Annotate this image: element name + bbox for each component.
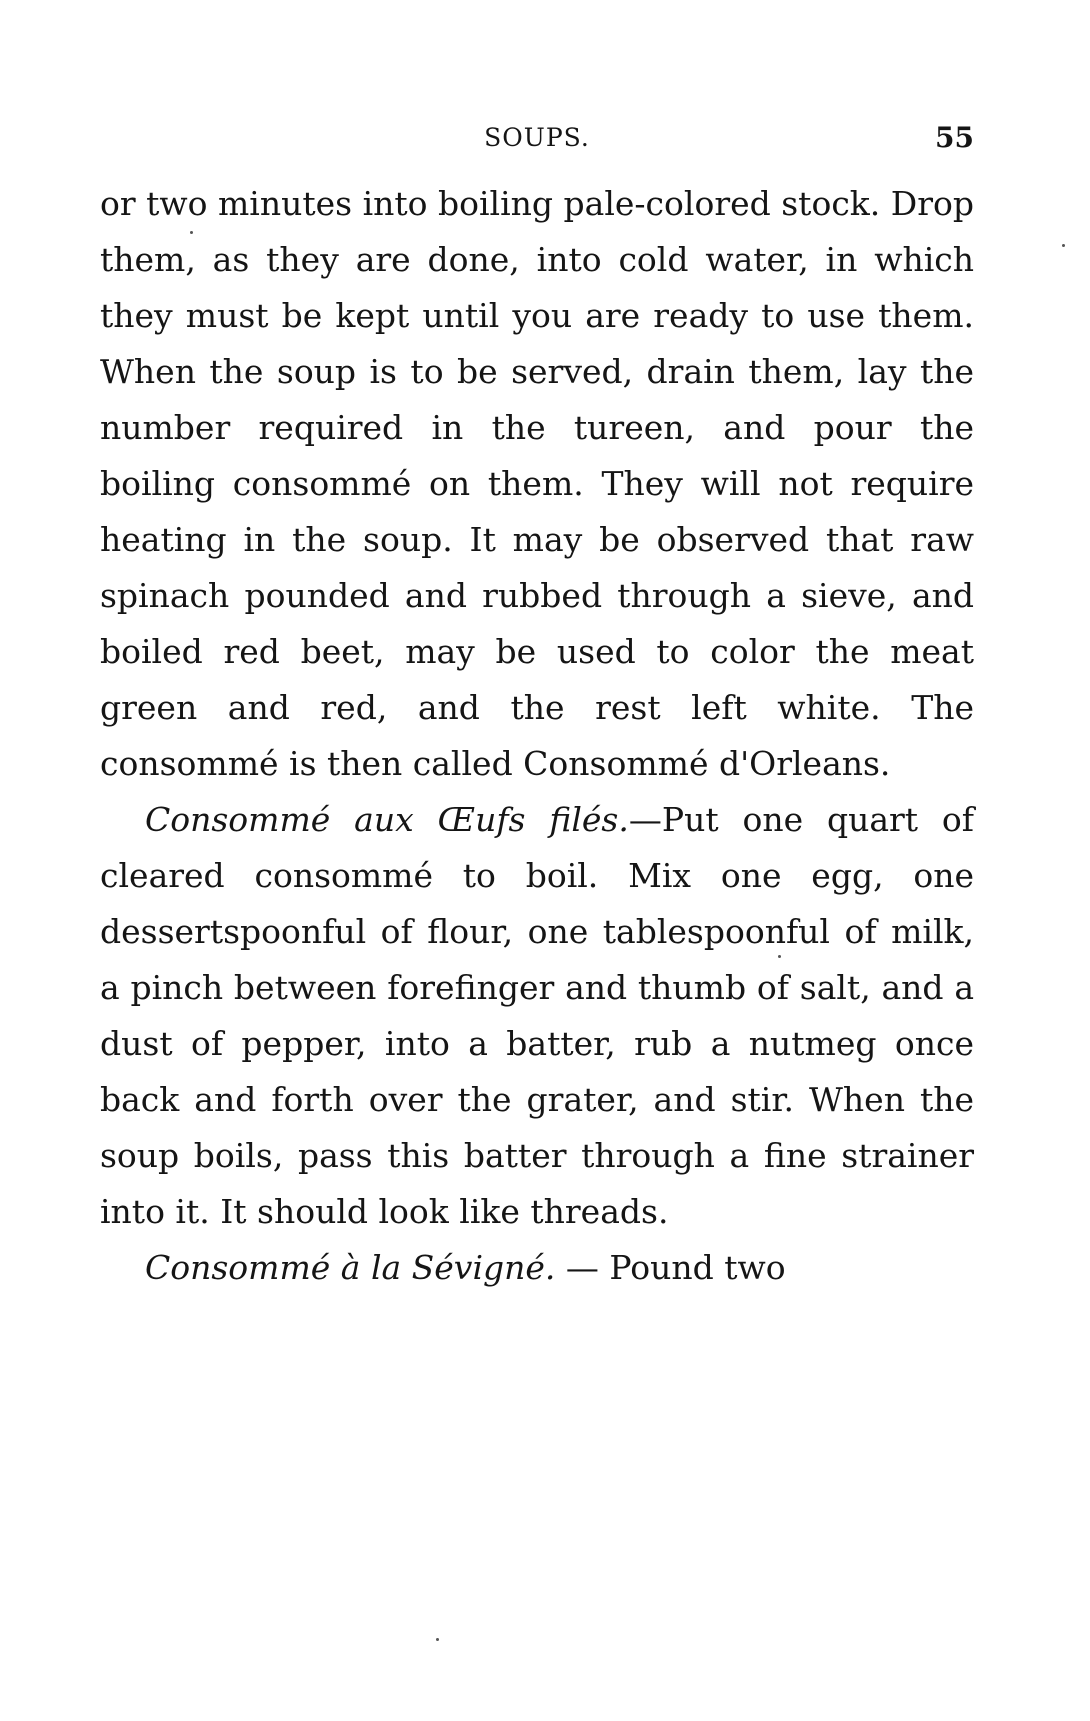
- running-title: SOUPS.: [484, 123, 590, 152]
- paragraph-consomme-a-la-sevigne: [100, 1240, 974, 1296]
- ink-speck: [778, 955, 781, 958]
- paragraph-text: — Pound two: [555, 1248, 786, 1287]
- ink-speck: [1062, 244, 1065, 247]
- paragraph-italic-lead: Consommé aux Œufs filés.: [145, 800, 629, 839]
- paragraph-text: or two minutes into boiling pale-colored stock. Drop them, as they are done, into cold water, in which they must be kept until you are ready to use them. When the soup is to be served, drain them, lay the number required in the tureen, and pour the boiling consommé on them. They will not require heating in the soup. It may be observed that raw spinach pounded and rubbed through a sieve, and boiled red beet, may be used to color the meat green and red, and the rest left white. The consommé is then called Consommé d'Orleans.: [100, 184, 974, 783]
- paragraph-consomme-aux-oeufs-files: [100, 792, 974, 1240]
- paragraph-text: —Put one quart of cleared consommé to boil. Mix one egg, one dessertspoonful of flour, one tablespoonful of milk, a pinch between forefinger and thumb of salt, and a dust of pepper, into a batter, rub a nutmeg once back and forth over the grater, and stir. When the soup boils, pass this batter through a fine strainer into it. It should look like threads.: [100, 800, 975, 1231]
- ink-speck: [190, 231, 193, 234]
- ink-speck: [436, 1638, 439, 1641]
- body-text: [100, 176, 974, 1296]
- running-head: [100, 118, 974, 158]
- page-number: 55: [935, 121, 974, 154]
- paragraph-continuation: [100, 176, 974, 792]
- paragraph-italic-lead: Consommé à la Sévigné.: [145, 1248, 556, 1287]
